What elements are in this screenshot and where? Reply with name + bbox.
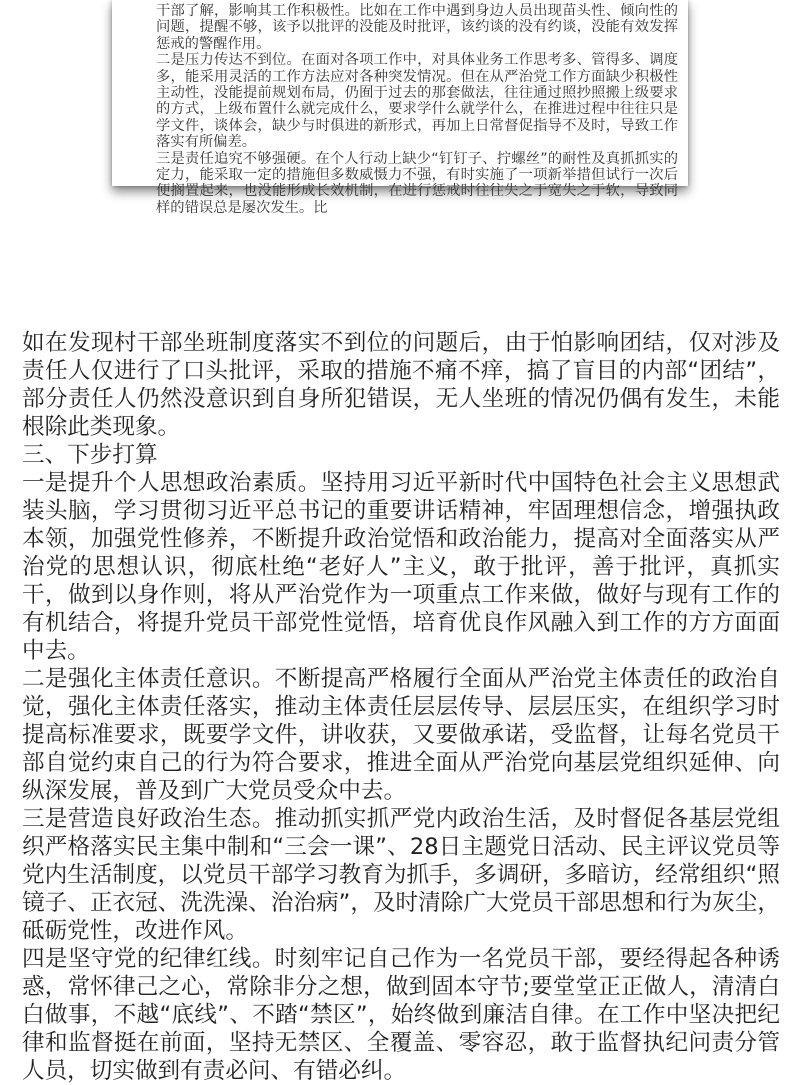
document-preview-card bbox=[112, 0, 688, 216]
body-paragraph: 四是坚守党的纪律红线。时刻牢记自己作为一名党员干部，要经得起各种诱惑，常怀律己之心，常除非分之想，做到固本守节;要堂堂正正做人，清清白白做事，不越“底线”、不踏“禁区”，始终做到廉洁自律。在工作中坚决把纪律和监督挺在前面，坚持无禁区、全覆盖、零容忍，敢于监督执纪问责分管人员，切实做到有责必问、有错必纠。 bbox=[22, 946, 780, 1084]
preview-paragraph: 三是责任追究不够强硬。在个人行动上缺少“钉钉子、拧螺丝”的耐性及真抓抓实的定力，能采取一定的措施但多数威慑力不强，有时实施了一项新举措但试行一次后便搁置起来，也没能形成长效机制，在进行惩戒时往往失之于宽失之于软，导致同样的错误总是屡次发生。比 bbox=[156, 150, 678, 216]
preview-paragraph: 二是压力传达不到位。在面对各项工作中，对具体业务工作思考多、管得多、调度多，能采用灵活的工作方法应对各种突发情况。但在从严治党工作方面缺少积极性主动性，没能提前规划布局，仍囿于过去的那套做法，往往通过照抄照搬上级要求的方式，上级布置什么就完成什么，要求学什么就学什么，在推进过程中往往只是学文件，谈体会，缺少与时俱进的新形式，再加上日常督促指导不及时，导致工作落实有所偏差。 bbox=[156, 52, 678, 151]
body-paragraph: 二是强化主体责任意识。不断提高严格履行全面从严治党主体责任的政治自觉，强化主体责任落实，推动主体责任层层传导、层层压实，在组织学习时提高标准要求，既要学文件，讲收获，又要做承诺，受监督，让每名党员干部自觉约束自己的行为符合要求，推进全面从严治党向基层党组织延伸、向纵深发展，普及到广大党员受众中去。 bbox=[22, 666, 780, 804]
document-body bbox=[22, 329, 780, 1085]
body-paragraph: 一是提升个人思想政治素质。坚持用习近平新时代中国特色社会主义思想武装头脑，学习贯彻习近平总书记的重要讲话精神，牢固理想信念，增强执政本领，加强党性修养，不断提升政治觉悟和政治能力，提高对全面落实从严治党的思想认识，彻底杜绝“老好人”主义，敢于批评，善于批评，真抓实干，做到以身作则，将从严治党作为一项重点工作来做，做好与现有工作的有机结合，将提升党员干部党性觉悟，培育优良作风融入到工作的方方面面中去。 bbox=[22, 470, 780, 664]
preview-text bbox=[156, 3, 678, 216]
preview-paragraph: 干部了解，影响其工作积极性。比如在工作中遇到身边人员出现苗头性、倾向性的问题，提醒不够，该予以批评的没能及时批评，该约谈的没有约谈，没能有效发挥惩戒的警醒作用。 bbox=[156, 3, 678, 52]
section-heading: 三、下步打算 bbox=[22, 442, 158, 468]
body-paragraph: 三是营造良好政治生态。推动抓实抓严党内政治生活，及时督促各基层党组织严格落实民主集中制和“三会一课”、28日主题党日活动、民主评议党员等党内生活制度，以党员干部学习教育为抓手，多调研，多暗访，经常组织“照镜子、正衣冠、洗洗澡、治治病”，及时清除广大党员干部思想和行为灰尘，砥砺党性，改进作风。 bbox=[22, 806, 780, 944]
body-paragraph: 如在发现村干部坐班制度落实不到位的问题后，由于怕影响团结，仅对涉及责任人仅进行了口头批评，采取的措施不痛不痒，搞了盲目的内部“团结”，部分责任人仍然没意识到自身所犯错误，无人坐班的情况仍偶有发生，未能根除此类现象。 bbox=[22, 330, 780, 440]
